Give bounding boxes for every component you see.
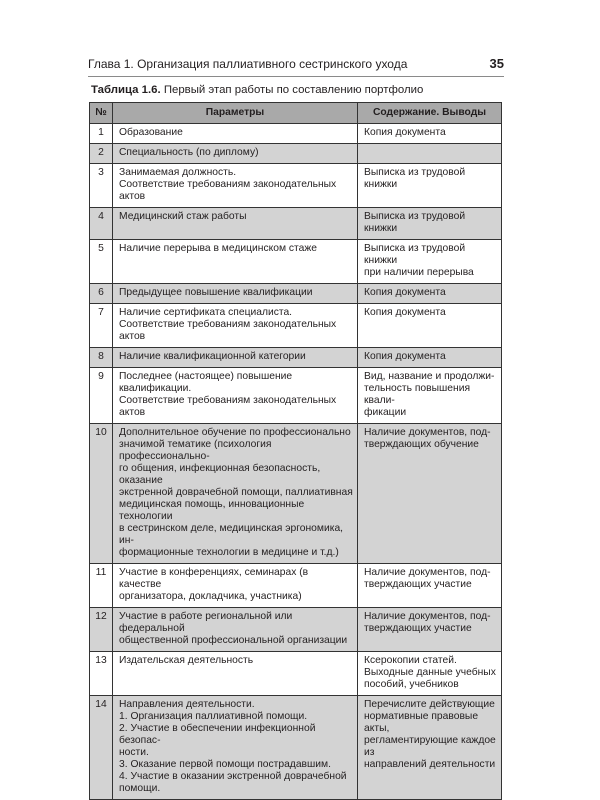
row-parameter: Направления деятельности. 1. Организация паллиативной помощи. 2. Участие в обеспечении инфекционной безопас- ности. 3. Оказание первой помощи пострадавшим. 4. Участие в оказании экстренной доврачебной помощи.: [113, 696, 358, 800]
table-row: [90, 284, 502, 304]
row-result: Выписка из трудовой книжки: [358, 208, 502, 240]
row-number: 6: [90, 284, 113, 304]
row-parameter: Медицинский стаж работы: [113, 208, 358, 240]
table-row: [90, 164, 502, 208]
table-row: [90, 696, 502, 800]
row-number: 1: [90, 124, 113, 144]
row-parameter: Участие в работе региональной или федеральной общественной профессиональной организации: [113, 608, 358, 652]
table-row: [90, 652, 502, 696]
table-row: [90, 240, 502, 284]
row-result: Выписка из трудовой книжки при наличии перерыва: [358, 240, 502, 284]
row-parameter: Специальность (по диплому): [113, 144, 358, 164]
column-header-parameters: Параметры: [113, 103, 358, 124]
row-number: 11: [90, 564, 113, 608]
row-parameter: Дополнительное обучение по профессионально значимой тематике (психология профессионально- го общения, инфекционная безопасность, оказание экстренной доврачебной помощи, паллиативная медицинская помощь, инновационные технологии в сестринском деле, медицинская эргономика, ин- формационные технологии в медицине и т.д.): [113, 424, 358, 564]
row-parameter: Занимаемая должность. Соответствие требованиям законодательных актов: [113, 164, 358, 208]
table-header-row: [90, 103, 502, 124]
row-result: Копия документа: [358, 284, 502, 304]
running-header: [88, 56, 504, 76]
row-number: 12: [90, 608, 113, 652]
row-result: Копия документа: [358, 304, 502, 348]
column-header-number: №: [90, 103, 113, 124]
row-result: Ксерокопии статей. Выходные данные учебных пособий, учебников: [358, 652, 502, 696]
table-caption: [91, 84, 423, 96]
table-row: [90, 608, 502, 652]
table-caption-label: Таблица 1.6.: [91, 84, 161, 96]
row-number: 8: [90, 348, 113, 368]
row-parameter: Предыдущее повышение квалификации: [113, 284, 358, 304]
row-result: Выписка из трудовой книжки: [358, 164, 502, 208]
row-parameter: Образование: [113, 124, 358, 144]
row-result: Наличие документов, под- тверждающих участие: [358, 608, 502, 652]
table-row: [90, 368, 502, 424]
row-result: Наличие документов, под- тверждающих участие: [358, 564, 502, 608]
table-row: [90, 144, 502, 164]
row-parameter: Последнее (настоящее) повышение квалификации. Соответствие требованиям законодательных актов: [113, 368, 358, 424]
column-header-results: Содержание. Выводы: [358, 103, 502, 124]
row-number: 13: [90, 652, 113, 696]
table-row: [90, 424, 502, 564]
table-row: [90, 208, 502, 240]
row-number: 9: [90, 368, 113, 424]
row-parameter: Наличие квалификационной категории: [113, 348, 358, 368]
row-number: 14: [90, 696, 113, 800]
row-parameter: Издательская деятельность: [113, 652, 358, 696]
table-caption-text: Первый этап работы по составлению портфолио: [163, 84, 424, 96]
row-number: 4: [90, 208, 113, 240]
row-number: 5: [90, 240, 113, 284]
chapter-title: Глава 1. Организация паллиативного сестринского ухода: [88, 57, 408, 71]
row-number: 10: [90, 424, 113, 564]
row-result: Перечислите действующие нормативные правовые акты, регламентирующие каждое из направлений деятельности: [358, 696, 502, 800]
table-row: [90, 124, 502, 144]
row-parameter: Наличие сертификата специалиста. Соответствие требованиям законодательных актов: [113, 304, 358, 348]
row-parameter: Участие в конференциях, семинарах (в качестве организатора, докладчика, участника): [113, 564, 358, 608]
table-row: [90, 348, 502, 368]
row-result: Вид, название и продолжи- тельность повышения квали- фикации: [358, 368, 502, 424]
row-result: Наличие документов, под- тверждающих обучение: [358, 424, 502, 564]
row-result: Копия документа: [358, 348, 502, 368]
portfolio-table: [89, 102, 502, 800]
table-row: [90, 304, 502, 348]
header-rule: [88, 76, 504, 77]
row-number: 2: [90, 144, 113, 164]
row-result: Копия документа: [358, 124, 502, 144]
page-number: 35: [489, 56, 504, 71]
row-number: 3: [90, 164, 113, 208]
table-row: [90, 564, 502, 608]
row-parameter: Наличие перерыва в медицинском стаже: [113, 240, 358, 284]
row-number: 7: [90, 304, 113, 348]
row-result: [358, 144, 502, 164]
